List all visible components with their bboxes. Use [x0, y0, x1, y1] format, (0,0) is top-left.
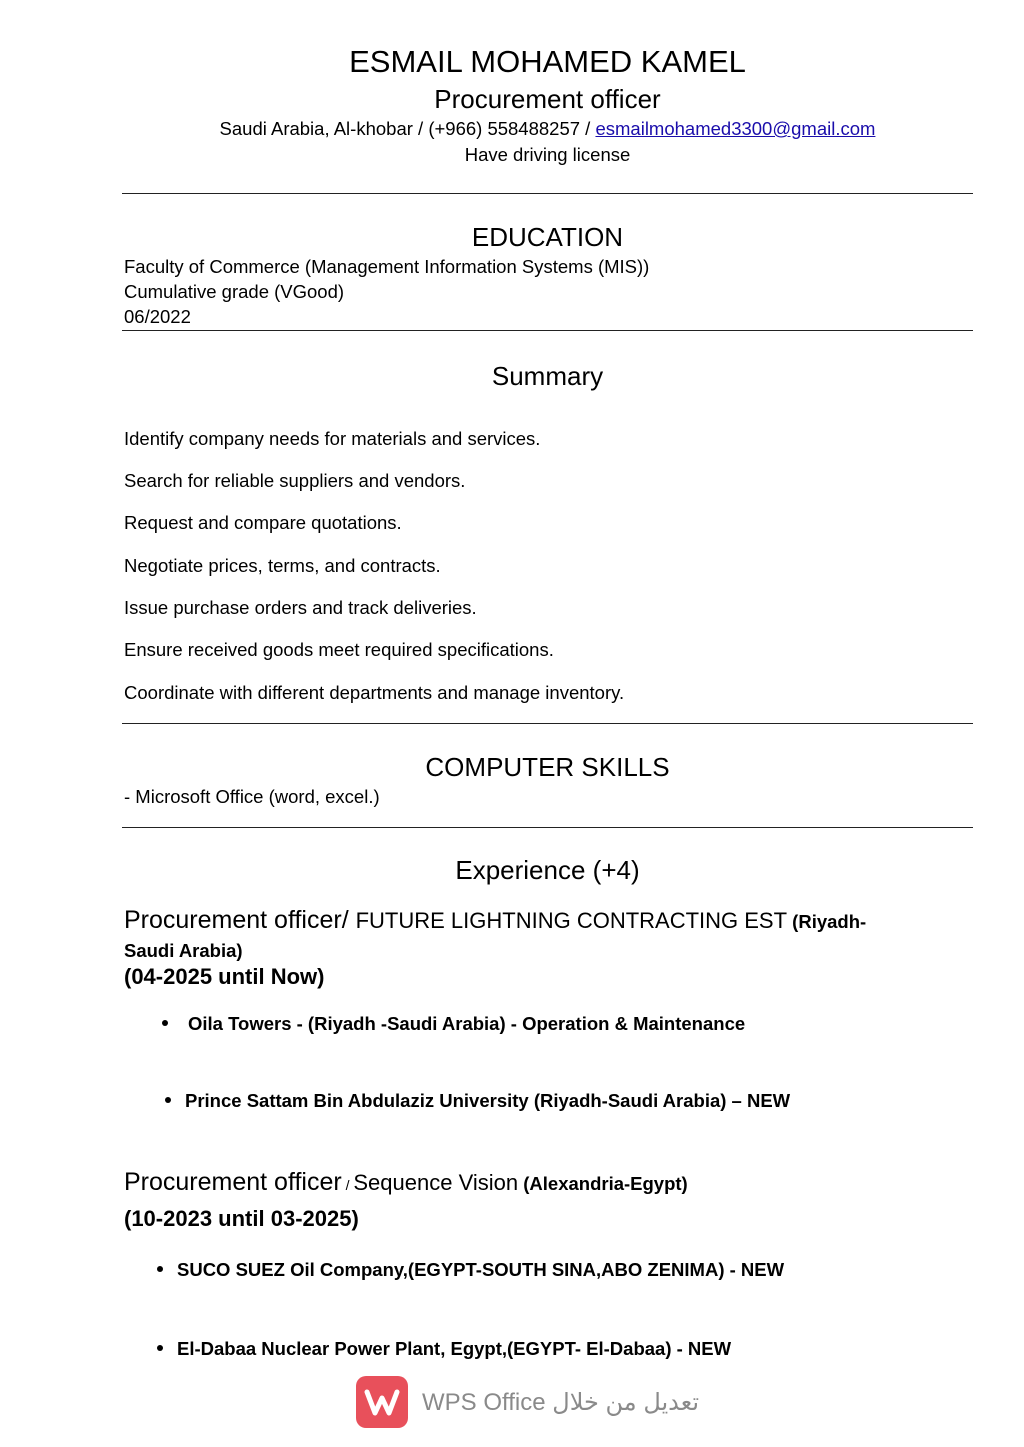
- candidate-name: ESMAIL MOHAMED KAMEL: [349, 44, 746, 79]
- divider: [122, 193, 973, 194]
- summary-item: Ensure received goods meet required specifications.: [124, 639, 554, 660]
- email-link[interactable]: esmailmohamed3300@gmail.com: [595, 118, 876, 139]
- project-item: [162, 1013, 745, 1035]
- contact-text: Saudi Arabia, Al-khobar / (+966) 558488257 /: [219, 118, 596, 139]
- summary-heading: Summary: [491, 361, 604, 391]
- summary-item: Search for reliable suppliers and vendors.: [124, 470, 466, 491]
- divider: [122, 330, 973, 331]
- wps-watermark: [356, 1376, 700, 1428]
- education-line: Faculty of Commerce (Management Information Systems (MIS)): [124, 256, 650, 277]
- bullet-icon: [157, 1345, 163, 1351]
- wps-logo-icon: [356, 1376, 408, 1428]
- job-period: (04-2025 until Now): [124, 964, 325, 989]
- project-text: SUCO SUEZ Oil Company,(EGYPT-SOUTH SINA,ABO ZENIMA) - NEW: [177, 1259, 785, 1280]
- summary-item: Identify company needs for materials and services.: [124, 428, 541, 449]
- job-header: [124, 906, 866, 935]
- project-item: [165, 1090, 790, 1112]
- divider: [122, 723, 973, 724]
- summary-item: Issue purchase orders and track deliveries.: [124, 597, 477, 618]
- job-location: (Alexandria-Egypt): [518, 1173, 688, 1194]
- job-role: Procurement officer: [124, 1168, 342, 1196]
- job-period: (10-2023 until 03-2025): [124, 1206, 359, 1231]
- skills-heading: COMPUTER SKILLS: [425, 752, 670, 782]
- job-location-continued: Saudi Arabia): [124, 940, 243, 961]
- summary-item: Negotiate prices, terms, and contracts.: [124, 555, 441, 576]
- summary-item: Coordinate with different departments and manage inventory.: [124, 682, 625, 703]
- education-line: 06/2022: [124, 306, 191, 327]
- project-text: Oila Towers - (Riyadh -Saudi Arabia) - Operation & Maintenance: [188, 1013, 746, 1034]
- contact-line: [122, 118, 973, 140]
- divider: [122, 827, 973, 828]
- job-separator: /: [341, 1177, 354, 1193]
- job-role: Procurement officer/: [124, 906, 356, 934]
- bullet-icon: [157, 1266, 163, 1272]
- bullet-icon: [165, 1097, 171, 1103]
- driving-license: Have driving license: [464, 144, 631, 165]
- experience-heading: Experience (+4): [455, 855, 640, 885]
- project-item: [157, 1259, 784, 1281]
- skills-line: - Microsoft Office (word, excel.): [124, 786, 380, 807]
- job-header: [124, 1168, 688, 1197]
- job-location: (Riyadh-: [787, 911, 867, 932]
- job-title: Procurement officer: [434, 84, 661, 114]
- project-item: [157, 1338, 731, 1360]
- education-line: Cumulative grade (VGood): [124, 281, 345, 302]
- job-company: FUTURE LIGHTNING CONTRACTING EST: [355, 908, 788, 933]
- summary-item: Request and compare quotations.: [124, 512, 402, 533]
- project-text: Prince Sattam Bin Abdulaziz University (Riyadh-Saudi Arabia) – NEW: [185, 1090, 791, 1111]
- wps-watermark-text: WPS Office تعديل من خلال: [422, 1389, 700, 1416]
- bullet-icon: [162, 1020, 168, 1026]
- project-text: El-Dabaa Nuclear Power Plant, Egypt,(EGYPT- El-Dabaa) - NEW: [177, 1338, 732, 1359]
- job-company: Sequence Vision: [353, 1170, 519, 1195]
- education-heading: EDUCATION: [471, 222, 624, 252]
